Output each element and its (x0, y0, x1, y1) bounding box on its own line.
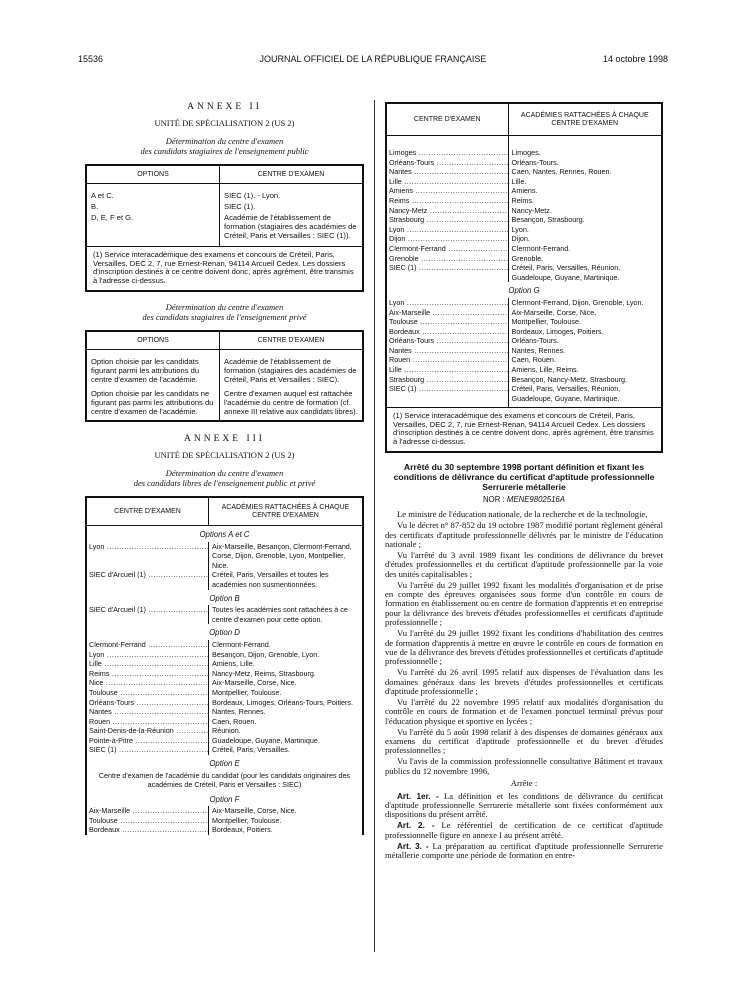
list-item (387, 327, 661, 337)
attached-academies: Caen, Nantes, Rennes, Rouen. (508, 167, 661, 177)
exam-centre: Lille ..... (87, 659, 208, 669)
list-item (387, 186, 661, 196)
arrete-body (385, 510, 663, 860)
paragraph: Vu l'arrêté du 5 août 1998 relatif à des dispenses de domaines généraux aux examens du certificat d'aptitude professionnelle et du brevet d'études professionnelles ; (385, 726, 663, 756)
attached-academies: Montpellier, Toulouse. (208, 816, 362, 826)
attached-academies: Clermont-Ferrand. (508, 244, 661, 254)
paragraph: Vu le décret n° 87-852 du 19 octobre 1987 modifié portant règlement général des certificats d'aptitude professionnelle délivrés par le ministre de l'éducation nationale ; (385, 520, 663, 549)
attached-academies: Orléans-Tours. (508, 158, 661, 168)
list-item (87, 669, 362, 679)
list-item (387, 336, 661, 346)
attached-academies: Guadeloupe, Guyane, Martinique. (208, 736, 362, 746)
attached-academies: Nancy-Metz. (508, 206, 661, 216)
attached-academies: Toutes les académies sont rattachées à ce centre d'examen pour cette option. (208, 605, 362, 624)
attached-academies: Bordeaux, Limoges, Poitiers. (508, 327, 661, 337)
list-item (87, 688, 362, 698)
attached-academies: Aix-Marseille, Corse, Nice. (208, 678, 362, 688)
exam-centre: Strasbourg ..... (387, 375, 508, 385)
exam-centre: Lyon ..... (87, 542, 208, 571)
list-item (387, 244, 661, 254)
list-item (87, 678, 362, 688)
col-header: OPTIONS (137, 336, 169, 344)
journal-title: JOURNAL OFFICIEL DE LA RÉPUBLIQUE FRANÇAISE (259, 54, 487, 64)
det-prive-heading: Détermination du centre d'examen des candidats stagiaires de l'enseignement privé (142, 302, 307, 322)
col-header: CENTRE D'EXAMEN (219, 166, 362, 183)
col-header: CENTRE D'EXAMEN (114, 507, 181, 515)
option-label: Options A et C (199, 530, 250, 539)
list-item (87, 825, 362, 835)
list-item (387, 263, 661, 282)
attached-academies: Montpellier, Toulouse. (508, 317, 661, 327)
option-label: Option B (209, 593, 240, 603)
attached-academies: Aix-Marseille, Corse, Nice. (508, 308, 661, 318)
col-header: ACADÉMIES RATTACHÉES À CHAQUE CENTRE D'EXAMEN (208, 498, 362, 525)
exam-centre: Lille ..... (387, 365, 508, 375)
annex-ii-title: ANNEXE II (187, 102, 262, 112)
footnote: (1) Service interacadémique des examens et concours de Créteil, Paris, Versailles, DEC 2, 7, rue Ernest-Renan, 94114 Arcueil Cedex. Les dossiers d'inscription destinés à ce centre doivent donc, après agrément, être transmis à l'adresse ci-dessus. (387, 407, 661, 451)
list-item (87, 570, 362, 589)
col-header: CENTRE D'EXAMEN (413, 115, 481, 123)
exam-centre: Strasbourg ..... (387, 215, 508, 225)
option-f-cont-list (387, 148, 661, 282)
list-item (387, 225, 661, 235)
exam-centre: Clermont-Ferrand ..... (387, 244, 508, 254)
paragraph: Vu l'arrêté du 22 novembre 1995 relatif aux modalités d'organisation du contrôle en cours de formation et de l'examen ponctuel terminal prévus pour l'éducation physique et sportive en lycées ; (385, 696, 663, 726)
det-public-heading: Détermination du centre d'examen des candidats stagiaires de l'enseignement public (140, 136, 309, 156)
exam-centre: Limoges ..... (387, 148, 508, 158)
list-item (387, 308, 661, 318)
list-item (87, 707, 362, 717)
list-item (387, 375, 661, 385)
exam-centre: Orléans-Tours ..... (387, 336, 508, 346)
paragraph: Vu l'arrêté du 26 avril 1995 relatif aux dispenses de l'évaluation dans les domaines généraux dans les brevets d'études professionnelles et certificats d'aptitude professionnelle ; (385, 667, 663, 697)
table-prive (85, 330, 364, 422)
paragraph: Vu l'avis de la commission professionnelle consultative Bâtiment et travaux publics du 12 novembre 1996, (385, 756, 663, 776)
exam-centre: Lyon ..... (387, 298, 508, 308)
attached-academies: Nantes, Rennes. (508, 346, 661, 356)
col-header: CENTRE D'EXAMEN (219, 332, 362, 349)
exam-centre: Nantes ..... (387, 167, 508, 177)
option-f-list (87, 806, 362, 835)
list-item (87, 816, 362, 826)
exam-centre: Clermont-Ferrand ..... (87, 640, 208, 650)
exam-centre: SIEC (1) ..... (387, 263, 508, 282)
attached-academies: Grenoble. (508, 254, 661, 264)
arrete-word: Arrête : (510, 778, 538, 789)
paragraph: Le ministre de l'éducation nationale, de la recherche et de la technologie, (397, 509, 648, 520)
option-label: Option E (209, 759, 240, 769)
list-item (387, 355, 661, 365)
table-row: Option choisie par les candidats figurant parmi les attributions du centre d'examen de l'académie. Académie de l'établissement de formation (stagiaires des académies de Créteil, Paris et Versailles : SIEC). (87, 356, 362, 388)
exam-centre: Pointe-à-Pitre ..... (87, 736, 208, 746)
exam-centre: Nancy-Metz ..... (387, 206, 508, 216)
attached-academies: Orléans-Tours. (508, 336, 661, 346)
annex-iii-unit: UNITÉ DE SPÉCIALISATION 2 (US 2) (154, 450, 295, 460)
nor-code: MENE9802516A (506, 495, 565, 505)
list-item (387, 148, 661, 158)
attached-academies: Nancy-Metz, Reims, Strasbourg. (208, 669, 362, 679)
exam-centre: Rouen ..... (87, 717, 208, 727)
attached-academies: Clermont-Ferrand. (208, 640, 362, 650)
table-row: D, E, F et G. Académie de l'établissement de formation (stagiaires des académies de Créteil, Paris et Versailles : SIEC (1)). (87, 212, 362, 246)
attached-academies: Montpellier, Toulouse. (208, 688, 362, 698)
left-column (85, 100, 364, 835)
attached-academies: Reims. (508, 196, 661, 206)
exam-centre: Lille ..... (387, 177, 508, 187)
nor-line: NOR : MENE9802516A (483, 495, 565, 505)
option-d-list (87, 640, 362, 755)
table-row: Option choisie par les candidats ne figurant pas parmi les attributions du centre d'examen de l'académie. Centre d'examen auquel est rattachée l'académie du centre de formation (cf. annexe III relative aux candidats libres). (87, 388, 362, 420)
list-item (387, 234, 661, 244)
right-column (385, 100, 663, 862)
attached-academies: Bordeaux, Limoges, Orléans-Tours, Poitiers. (208, 698, 362, 708)
attached-academies: Besançon, Nancy-Metz, Strasbourg. (508, 375, 661, 385)
exam-centre: Grenoble ..... (387, 254, 508, 264)
option-label: Option F (209, 794, 240, 804)
attached-academies: Créteil, Paris, Versailles, Réunion, Guadeloupe, Guyane, Martinique. (508, 263, 661, 282)
attached-academies: Besançon, Dijon, Grenoble, Lyon. (208, 650, 362, 660)
annex-ii-unit: UNITÉ DE SPÉCIALISATION 2 (US 2) (154, 118, 295, 128)
table-row: A et C. SIEC (1). - Lyon. (87, 190, 362, 201)
list-item (87, 542, 362, 571)
exam-centre: Orléans-Tours ..... (87, 698, 208, 708)
exam-centre: Reims ..... (387, 196, 508, 206)
exam-centre: Bordeaux ..... (87, 825, 208, 835)
list-item (387, 317, 661, 327)
table-row: B. SIEC (1). (87, 201, 362, 212)
table-annex-iii-cont (385, 102, 663, 453)
exam-centre: Bordeaux ..... (387, 327, 508, 337)
attached-academies: Amiens. (508, 186, 661, 196)
list-item (87, 717, 362, 727)
col-header: ACADÉMIES RATTACHÉES À CHAQUE CENTRE D'EXAMEN (508, 104, 661, 135)
page-number: 15536 (78, 54, 104, 64)
exam-centre: Dijon ..... (387, 234, 508, 244)
list-item (387, 384, 661, 403)
option-b-list (87, 605, 362, 624)
attached-academies: Amiens, Lille. (208, 659, 362, 669)
footnote: (1) Service interacadémique des examens et concours de Créteil, Paris, Versailles, DEC 2, 7, rue Ernest-Renan, 94114 Arcueil Cedex. Les dossiers d'inscription destinés à ce centre doivent donc, après agrément, être transmis à l'adresse ci-dessus. (87, 246, 362, 290)
article-1: Art. 1er. - La définition et les conditions de délivrance du certificat d'aptitude professionnelle Serrurerie métallerie sont fixées conformément aux dispositions du présent arrêté. (385, 790, 663, 820)
exam-centre: Reims ..... (87, 669, 208, 679)
exam-centre: SIEC d'Arcueil (1) ..... (87, 605, 208, 624)
exam-centre: Lyon ..... (87, 650, 208, 660)
list-item (387, 254, 661, 264)
list-item (87, 745, 362, 755)
exam-centre: SIEC (1) ..... (87, 745, 208, 755)
attached-academies: Dijon. (508, 234, 661, 244)
exam-centre: Nantes ..... (87, 707, 208, 717)
exam-centre: SIEC d'Arcueil (1) ..... (87, 570, 208, 589)
option-label: Option D (209, 628, 240, 638)
attached-academies: Besançon, Strasbourg. (508, 215, 661, 225)
list-item (387, 346, 661, 356)
exam-centre: Amiens ..... (387, 186, 508, 196)
annex-iii-title: ANNEXE III (184, 434, 265, 444)
exam-centre: Nantes ..... (387, 346, 508, 356)
exam-centre: Rouen ..... (387, 355, 508, 365)
list-item (387, 215, 661, 225)
attached-academies: Amiens, Lille, Reims. (508, 365, 661, 375)
article-2: Art. 2. - Le référentiel de certification de ce certificat d'aptitude professionnelle figure en annexe I au présent arrêté. (385, 820, 663, 840)
list-item (387, 365, 661, 375)
list-item (87, 806, 362, 816)
col-header: OPTIONS (137, 170, 169, 178)
list-item (87, 650, 362, 660)
exam-centre: Toulouse ..... (387, 317, 508, 327)
attached-academies: Limoges. (508, 148, 661, 158)
attached-academies: Créteil, Paris, Versailles. (208, 745, 362, 755)
attached-academies: Réunion. (208, 726, 362, 736)
list-item (87, 605, 362, 624)
attached-academies: Créteil, Paris, Versailles et toutes les académies non susmentionnées. (208, 570, 362, 589)
list-item (387, 196, 661, 206)
paragraph: Vu l'arrêté du 29 juillet 1992 fixant les modalités d'organisation et de prise en compte des épreuves organisées sous forme d'un contrôle en cours de formation en établissement ou en centre de formation d'apprentis et en entreprise pour la délivrance des brevets d'études professionnelles et certificats d'aptitude professionnelle ; (385, 579, 663, 628)
paragraph: Vu l'arrêté du 29 juillet 1992 fixant les conditions d'habilitation des centres de formation d'apprentis à mettre en œuvre le contrôle en cours de formation en vue de la délivrance des brevets d'études professionnelles et certificats d'aptitude professionnelle ; (385, 628, 663, 667)
article-3: Art. 3. - La préparation au certificat d'aptitude professionnelle Serrurerie métallerie comporte une période de formation en entre- (385, 840, 663, 861)
list-item (387, 206, 661, 216)
list-item (87, 640, 362, 650)
attached-academies: Nantes, Rennes. (208, 707, 362, 717)
list-item (87, 736, 362, 746)
attached-academies: Clermont-Ferrand, Dijon, Grenoble, Lyon. (508, 298, 661, 308)
arrete-title: Arrêté du 30 septembre 1998 portant définition et fixant les conditions de délivrance du certificat d'aptitude professionnelle Serrurerie métallerie (393, 462, 655, 492)
exam-centre: Toulouse ..... (87, 688, 208, 698)
list-item (87, 698, 362, 708)
list-item (387, 158, 661, 168)
list-item (387, 298, 661, 308)
list-item (87, 726, 362, 736)
attached-academies: Aix-Marseille, Besançon, Clermont-Ferrand, Corse, Dijon, Grenoble, Lyon, Montpellier, Nice. (208, 542, 362, 571)
list-item (87, 659, 362, 669)
exam-centre: Orléans-Tours ..... (387, 158, 508, 168)
list-item (387, 177, 661, 187)
exam-centre: Nice ..... (87, 678, 208, 688)
column-divider (374, 100, 375, 952)
option-ac-list (87, 542, 362, 590)
exam-centre: Aix-Marseille ..... (387, 308, 508, 318)
attached-academies: Caen, Rouen. (208, 717, 362, 727)
option-e-text: Centre d'examen de l'académie du candidat (pour les candidats originaires des académies de Créteil, Paris et Versailles : SIEC) (98, 770, 351, 789)
issue-date: 14 octobre 1998 (602, 54, 668, 64)
attached-academies: Caen, Rouen. (508, 355, 661, 365)
exam-centre: Aix-Marseille ..... (87, 806, 208, 816)
table-annex-iii (85, 496, 364, 835)
exam-centre: Lyon ..... (387, 225, 508, 235)
option-label: Option G (508, 286, 540, 296)
list-item (387, 167, 661, 177)
exam-centre: Saint-Denis-de-la-Réunion ..... (87, 726, 208, 736)
attached-academies: Lyon. (508, 225, 661, 235)
page-header (78, 54, 668, 66)
table-public (85, 164, 364, 292)
det-libres-heading: Détermination du centre d'examen des candidats libres de l'enseignement public et privé (133, 468, 316, 488)
exam-centre: SIEC (1) ..... (387, 384, 508, 403)
attached-academies: Créteil, Paris, Versailles, Réunion, Guadeloupe, Guyane, Martinique. (508, 384, 661, 403)
attached-academies: Bordeaux, Poitiers. (208, 825, 362, 835)
attached-academies: Lille. (508, 177, 661, 187)
paragraph: Vu l'arrêté du 3 avril 1989 fixant les conditions de délivrance du brevet d'études professionnelles et du certificat d'aptitude professionnelle par la voie des unités capitalisables ; (385, 549, 663, 579)
attached-academies: Aix-Marseille, Corse, Nice. (208, 806, 362, 816)
option-g-list (387, 298, 661, 404)
exam-centre: Toulouse ..... (87, 816, 208, 826)
